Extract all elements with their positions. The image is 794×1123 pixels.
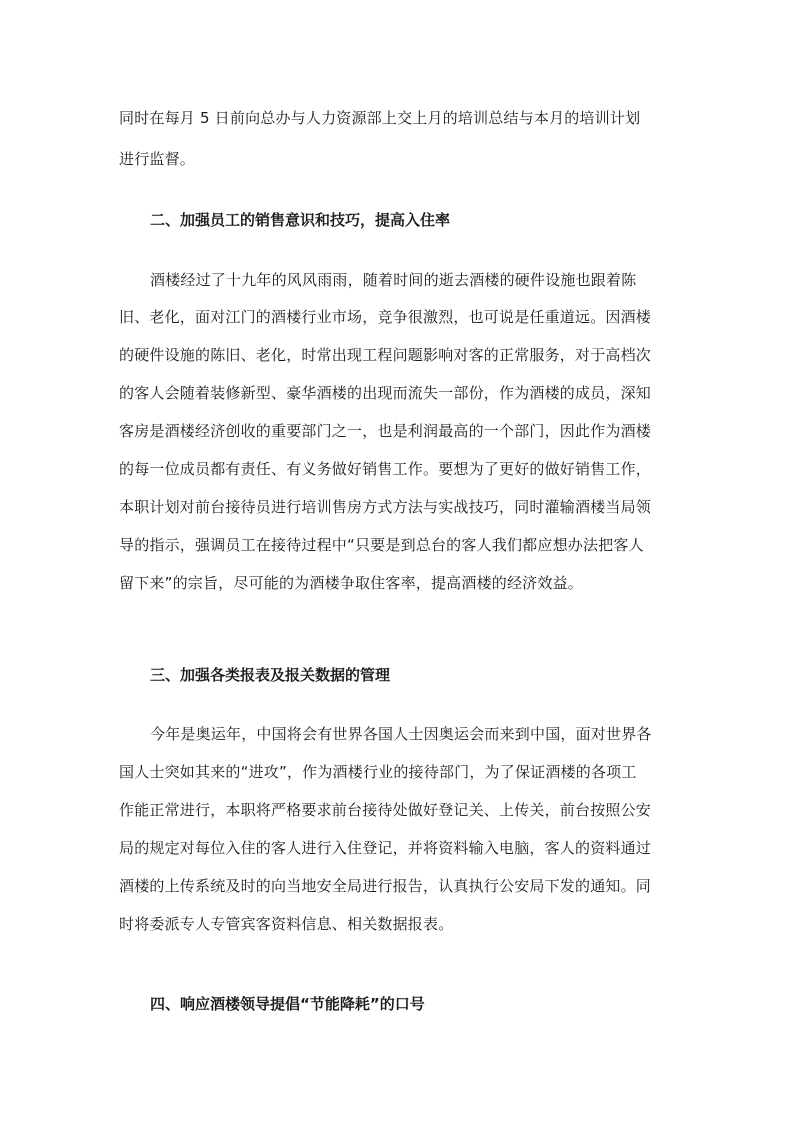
- section-3-line-5: 酒楼的上传系统及时的向当地安全局进行报告，认真执行公安局下发的通知。同: [119, 877, 652, 895]
- section-3-heading: 三、加强各类报表及报关数据的管理: [150, 666, 391, 684]
- section-2-line-2: 旧、老化，面对江门的酒楼行业市场，竞争很激烈，也可说是任重道远。因酒楼: [119, 308, 652, 326]
- section-2-heading: 二、加强员工的销售意识和技巧，提高入住率: [150, 211, 451, 229]
- section-4-heading: 四、响应酒楼领导提倡“节能降耗”的口号: [150, 995, 425, 1013]
- section-2-line-5: 客房是酒楼经济创收的重要部门之一，也是利润最高的一个部门，因此作为酒楼: [119, 422, 652, 440]
- section-3-line-1: 今年是奥运年，中国将会有世界各国人士因奥运会而来到中国，面对世界各: [150, 725, 652, 743]
- section-3-line-3: 作能正常进行，本职将严格要求前台接待处做好登记关、上传关，前台按照公安: [119, 801, 652, 819]
- section-3-line-2: 国人士突如其来的“进攻”，作为酒楼行业的接待部门，为了保证酒楼的各项工: [119, 763, 637, 781]
- section-2-line-9: 留下来”的宗旨，尽可能的为酒楼争取住客率，提高酒楼的经济效益。: [119, 574, 583, 592]
- section-2-line-1: 酒楼经过了十九年的风风雨雨，随着时间的逝去酒楼的硬件设施也跟着陈: [150, 271, 637, 289]
- intro-line-1: 同时在每月 5 日前向总办与人力资源部上交上月的培训总结与本月的培训计划: [119, 109, 641, 127]
- section-2-line-8: 导的指示，强调员工在接待过程中“只要是到总台的客人我们都应想办法把客人: [119, 536, 644, 554]
- section-2-line-6: 的每一位成员都有责任、有义务做好销售工作。要想为了更好的做好销售工作，: [119, 460, 652, 478]
- section-3-line-4: 局的规定对每位入住的客人进行入住登记，并将资料输入电脑，客人的资料通过: [119, 839, 652, 857]
- intro-line-2: 进行监督。: [119, 150, 196, 168]
- section-3-line-6: 时将委派专人专管宾客资料信息、相关数据报表。: [119, 915, 454, 933]
- section-2-line-4: 的客人会随着装修新型、豪华酒楼的出现而流失一部份，作为酒楼的成员，深知: [119, 384, 652, 402]
- section-2-line-7: 本职计划对前台接待员进行培训售房方式方法与实战技巧，同时灌输酒楼当局领: [119, 498, 652, 516]
- section-2-line-3: 的硬件设施的陈旧、老化，时常出现工程问题影响对客的正常服务，对于高档次: [119, 346, 652, 364]
